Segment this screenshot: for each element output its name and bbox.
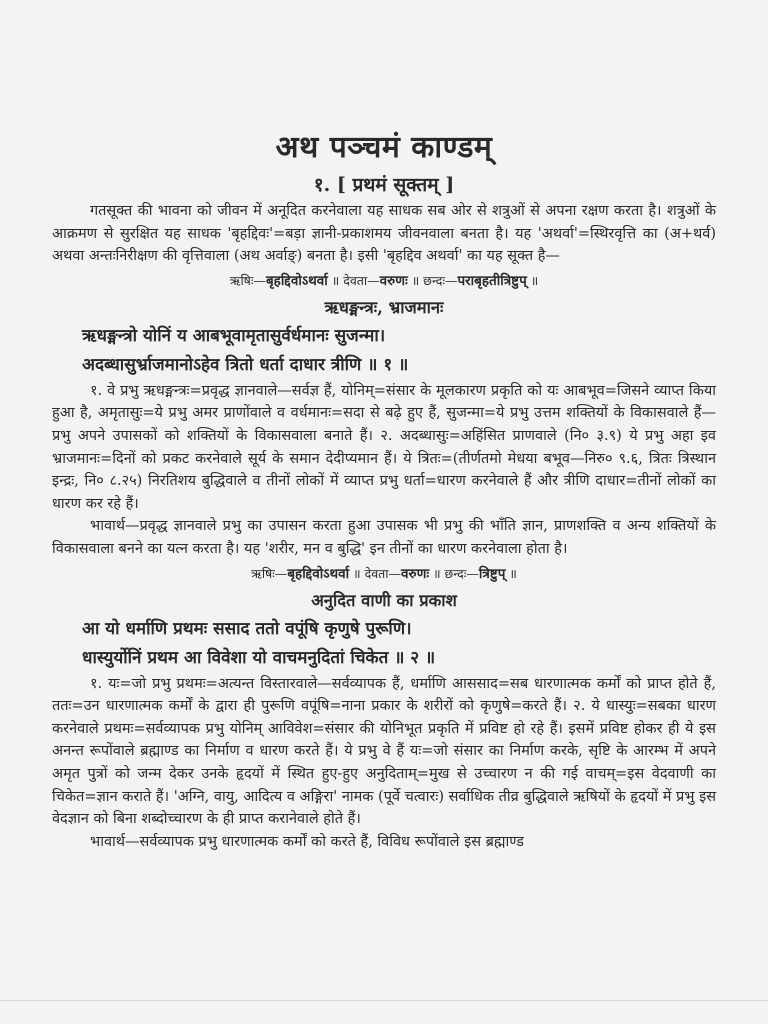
bhavartha-1: भावार्थ—प्रवृद्ध ज्ञानवाले प्रभु का उपासन करता हुआ उपासक भी प्रभु की भाँति ज्ञान, प्राणशक्ति व अन्य शक्तियों के विकासवाला बनने का यत्न करता है। यह 'शरीर, मन व बुद्धि' इन तीनों का धारण करनेवाला होता है। bbox=[52, 518, 716, 557]
metadata-line-1 bbox=[52, 270, 716, 292]
mantra-2-line-1: आ यो धर्माणि प्रथमः ससाद ततो वपूंषि कृणुषे पुरूणि। bbox=[82, 618, 412, 639]
page-bottom-rule bbox=[0, 1000, 768, 1001]
rishi-value: बृहद्दिवोऽथर्वा bbox=[265, 272, 328, 289]
chhanda-value: त्रिष्टुप् bbox=[478, 565, 506, 582]
devata-value: वरुणः bbox=[401, 565, 430, 582]
sukta-title: १. [ प्रथमं सूक्तम् ] bbox=[313, 174, 455, 196]
kand-title: अथ पञ्चमं काण्डम् bbox=[275, 130, 493, 165]
mantra-1-heading: ऋधङ्मन्त्रः, भ्राजमानः bbox=[324, 297, 444, 317]
chhanda-label: ॥ छन्दः— bbox=[407, 272, 458, 288]
mantra-2-heading: अनुदित वाणी का प्रकाश bbox=[311, 590, 457, 610]
mantra-1-line-1: ऋधङ्मन्त्रो योनिं य आबभूवामृतासुर्वर्धमानः सुजन्मा। bbox=[82, 325, 386, 346]
devata-value: वरुणः bbox=[379, 272, 408, 289]
meta-end: ॥ bbox=[505, 565, 517, 581]
chhanda-value: पराबृहतीत्रिष्टुप् bbox=[457, 272, 527, 289]
rishi-label: ऋषिः— bbox=[251, 565, 288, 581]
rishi-label: ऋषिः— bbox=[229, 272, 266, 288]
rishi-value: बृहद्दिवोऽथर्वा bbox=[287, 565, 350, 582]
metadata-line-2 bbox=[52, 563, 716, 585]
page-content bbox=[52, 128, 716, 853]
mantra-2-line-2: धास्युर्योनिं प्रथम आ विवेशा यो वाचमनुदितां चिकेत ॥ २ ॥ bbox=[82, 647, 436, 668]
devata-label: ॥ देवता— bbox=[349, 565, 402, 581]
devata-label: ॥ देवता— bbox=[327, 272, 380, 288]
mantra-1-line-2: अदब्धासुर्भ्राजमानोऽहेव त्रितो धर्ता दाधार त्रीणि ॥ १ ॥ bbox=[82, 354, 409, 375]
intro-paragraph: गतसूक्त की भावना को जीवन में अनूदित करनेवाला यह साधक सब ओर से शत्रुओं से अपना रक्षण करता है। शत्रुओं के आक्रमण से सुरक्षित यह साधक 'बृहद्दिवः'=बड़ा ज्ञानी-प्रकाशमय जीवनवाला बनता है। यह 'अथर्वा'=स्थिरवृत्ति का (अ+थर्व) अथवा अन्तःनिरीक्षण की वृत्तिवाला (अथ अर्वाङ्) बनता है। इसी 'बृहद्दिव अथर्वा' का यह सूक्त है— bbox=[52, 203, 716, 265]
bhavartha-2: भावार्थ—सर्वव्यापक प्रभु धारणात्मक कर्मों को करते हैं, विविध रूपोंवाले इस ब्रह्माण्ड bbox=[90, 833, 524, 850]
chhanda-label: ॥ छन्दः— bbox=[429, 565, 479, 581]
explanation-1: १. वे प्रभु ऋधङ्मन्त्रः=प्रवृद्ध ज्ञानवाले—सर्वज्ञ हैं, योनिम्=संसार के मूलकारण प्रकृति को यः आबभूव=जिसने व्याप्त किया हुआ है, अमृतासुः=ये प्रभु अमर प्राणोंवाले व वर्धमानः=सदा से बढ़े हुए हैं, सुजन्मा=ये प्रभु उत्तम शक्तियों के विकासवाले हैं—प्रभु अपने उपासकों को शक्तियों के विकासवाला बनाते हैं। २. अदब्धासुः=अहिंसित प्राणवाले (नि० ३.९) ये प्रभु अहा इव भ्राजमानः=दिनों को प्रकट करनेवाले सूर्य के समान देदीप्यमान हैं। ये त्रितः=(तीर्णतमो मेधया बभूव—निरु० ९.६, त्रितः त्रिस्थान इन्द्रः, नि० ८.२५) निरतिशय बुद्धिवाले व तीनों लोकों में व्याप्त प्रभु धर्ता=धारण करनेवाले हैं और त्रीणि दाधार=तीनों लोकों का धारण कर रहे हैं। bbox=[52, 382, 716, 512]
meta-end: ॥ bbox=[526, 272, 539, 288]
explanation-2: १. यः=जो प्रभु प्रथमः=अत्यन्त विस्तारवाले—सर्वव्यापक हैं, धर्माणि आससाद=सब धारणात्मक कर्मों को प्राप्त होते हैं, ततः=उन धारणात्मक कर्मों के द्वारा ही पुरूणि वपूंषि=नाना प्रकार के शरीरों को कृणुषे=करते हैं। २. ये धास्युः=सबका धारण करनेवाले प्रथमः=सर्वव्यापक प्रभु योनिम् आविवेश=संसार की योनिभूत प्रकृति में प्रविष्ट हो रहे हैं। इसमें प्रविष्ट होकर ही ये इस अनन्त रूपोंवाले ब्रह्माण्ड का निर्माण व धारण करते हैं। ये प्रभु वे हैं यः=जो संसार का निर्माण करके, सृष्टि के आरम्भ में अपने अमृत पुत्रों को जन्म देकर उनके हृदयों में स्थित हुए-हुए अनुदिताम्=मुख से उच्चारण न की गई वाचम्=इस वेदवाणी का चिकेत=ज्ञान कराते हैं। 'अग्नि, वायु, आदित्य व अङ्गिरा' नामक (पूर्वे चत्वारः) सर्वाधिक तीव्र बुद्धिवाले ऋषियों के हृदयों में प्रभु इस वेदज्ञान को बिना शब्दोच्चारण के ही प्राप्त करानेवाले होते हैं। bbox=[52, 675, 716, 828]
